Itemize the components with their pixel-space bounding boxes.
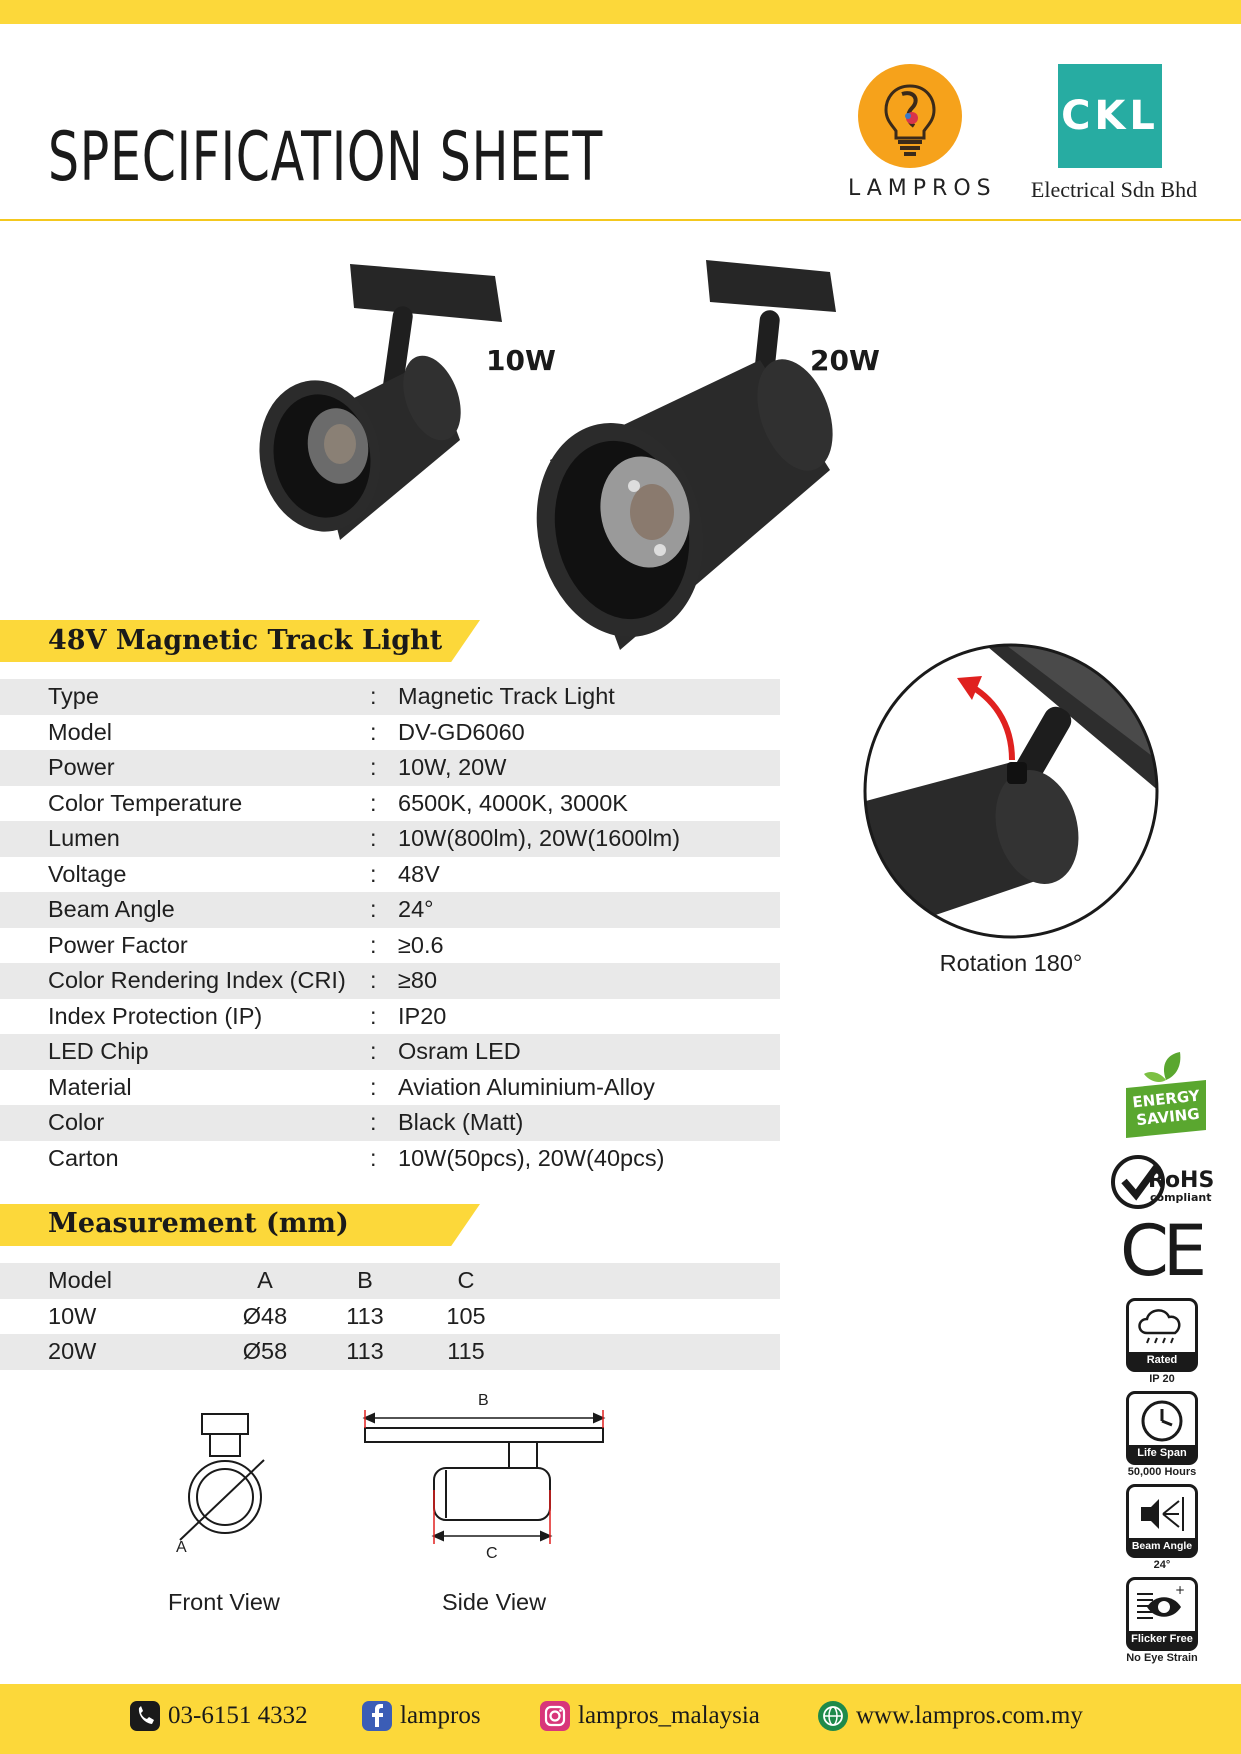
beam-angle-title: Beam Angle: [1129, 1538, 1195, 1555]
measurement-section-title: Measurement (mm): [48, 1208, 349, 1239]
table-row: [0, 1334, 780, 1370]
rohs-sub-text: compliant: [1150, 1191, 1212, 1204]
rain-cloud-icon: [1129, 1303, 1195, 1353]
page-title: SPECIFICATION SHEET: [48, 118, 604, 197]
spec-colon: :: [370, 1109, 377, 1136]
life-span-badge: [1126, 1391, 1198, 1465]
dimension-a-label: A: [176, 1539, 187, 1556]
table-header-cell: B: [357, 1267, 373, 1294]
side-view-label: Side View: [442, 1589, 547, 1615]
variant-label-20w: 20W: [810, 344, 880, 377]
spec-colon: :: [370, 1002, 377, 1029]
ip-badge-title: Rated: [1129, 1352, 1195, 1369]
bulb-icon: [858, 64, 962, 168]
spec-table: [0, 679, 780, 1176]
spec-colon: :: [370, 754, 377, 781]
spec-colon: :: [370, 931, 377, 958]
spec-label: Lumen: [48, 825, 120, 852]
ip-rating-badge: [1126, 1298, 1198, 1372]
footer-phone[interactable]: [130, 1701, 308, 1731]
rotation-caption: Rotation 180°: [939, 950, 1083, 976]
table-header-cell: C: [457, 1267, 475, 1294]
spec-colon: :: [370, 967, 377, 994]
spec-row-power-factor: [0, 928, 780, 964]
spec-value: ≥0.6: [398, 931, 444, 958]
beam-angle-icon: [1129, 1489, 1195, 1539]
ckl-company-name: Electrical Sdn Bhd: [1030, 177, 1198, 202]
footer-website[interactable]: [818, 1701, 1083, 1731]
footer-facebook[interactable]: [362, 1701, 481, 1731]
spec-colon: :: [370, 1144, 377, 1171]
spec-label: Voltage: [48, 860, 127, 887]
spec-row-carton: [0, 1141, 780, 1177]
spec-row-model: [0, 715, 780, 751]
spec-label: Color Temperature: [48, 789, 243, 816]
spec-value: DV-GD6060: [398, 718, 525, 745]
phone-number[interactable]: 03-6151 4332: [168, 1702, 308, 1729]
life-span-title: Life Span: [1129, 1445, 1195, 1462]
spec-value: 48V: [398, 860, 440, 887]
flicker-free-badge: [1126, 1577, 1198, 1651]
side-view-drawing: [365, 1414, 603, 1540]
rohs-text: RoHS: [1148, 1168, 1215, 1193]
ip-badge-sub: IP 20: [1149, 1373, 1175, 1385]
spec-label: Model: [48, 718, 113, 745]
clock-icon: [1129, 1396, 1195, 1446]
spec-row-material: [0, 1070, 780, 1106]
front-view-drawing: [180, 1414, 264, 1540]
spec-label: Carton: [48, 1144, 119, 1171]
spec-label: Type: [48, 683, 99, 710]
table-cell: 20W: [48, 1338, 97, 1365]
spec-row-power: [0, 750, 780, 786]
variant-label-10w: 10W: [486, 344, 556, 377]
spec-section-title: 48V Magnetic Track Light: [48, 625, 443, 656]
facebook-icon: [362, 1701, 392, 1731]
rotation-detail-image: [862, 642, 1160, 940]
table-cell: 105: [446, 1302, 486, 1329]
spec-colon: :: [370, 896, 377, 923]
ce-mark: CE: [1120, 1210, 1202, 1292]
table-cell: Ø48: [242, 1302, 288, 1329]
instagram-icon: [540, 1701, 570, 1731]
website-url[interactable]: www.lampros.com.my: [856, 1702, 1083, 1729]
energy-saving-text: ENERGY SAVING: [1131, 1086, 1201, 1130]
product-photo: [250, 250, 890, 650]
spec-value: Black (Matt): [398, 1109, 524, 1136]
ckl-logo: CKL: [1058, 64, 1162, 168]
lamp-20w-illustration: [517, 260, 846, 650]
spec-colon: :: [370, 825, 377, 852]
measurement-table: [0, 1263, 780, 1370]
spec-value: 24°: [398, 896, 434, 923]
spec-label: Color Rendering Index (CRI): [48, 967, 346, 994]
flicker-free-title: Flicker Free: [1129, 1631, 1195, 1648]
spec-label: LED Chip: [48, 1038, 149, 1065]
table-cell: 113: [346, 1338, 384, 1365]
spec-value: Magnetic Track Light: [398, 683, 615, 710]
spec-row-cri: [0, 963, 780, 999]
spec-value: 10W(800lm), 20W(1600lm): [398, 825, 681, 852]
dimension-b-label: B: [478, 1392, 489, 1409]
spec-value: Osram LED: [398, 1038, 521, 1065]
table-header-cell: A: [257, 1267, 273, 1294]
energy-saving-badge: [1120, 1050, 1212, 1138]
header-divider: [0, 219, 1241, 221]
phone-icon: [130, 1701, 160, 1731]
spec-row-color-temperature: [0, 786, 780, 822]
technical-drawings: [0, 1380, 700, 1620]
flicker-free-sub: No Eye Strain: [1126, 1652, 1198, 1664]
lamp-10w-illustration: [250, 264, 502, 541]
table-header-cell: Model: [48, 1267, 113, 1294]
instagram-handle[interactable]: lampros_malaysia: [578, 1702, 760, 1729]
lampros-wordmark: LAMPROS: [848, 176, 997, 201]
facebook-handle[interactable]: lampros: [400, 1702, 481, 1729]
spec-colon: :: [370, 683, 377, 710]
measurement-header-row: [0, 1263, 780, 1299]
spec-value: 6500K, 4000K, 3000K: [398, 789, 628, 816]
eye-icon: [1129, 1582, 1195, 1632]
life-span-sub: 50,000 Hours: [1127, 1466, 1197, 1478]
spec-label: Power Factor: [48, 931, 188, 958]
spec-label: Power: [48, 754, 115, 781]
lampros-logo: [858, 64, 962, 168]
rohs-badge: [1110, 1153, 1214, 1211]
footer-instagram[interactable]: [540, 1701, 760, 1731]
spec-value: IP20: [398, 1002, 447, 1029]
spec-value: ≥80: [398, 967, 438, 994]
spec-value: 10W, 20W: [398, 754, 507, 781]
spec-row-voltage: [0, 857, 780, 893]
spec-row-lumen: [0, 821, 780, 857]
spec-value: Aviation Aluminium-Alloy: [398, 1073, 655, 1100]
spec-value: 10W(50pcs), 20W(40pcs): [398, 1144, 665, 1171]
dimension-c-label: C: [486, 1545, 498, 1562]
top-accent-bar: [0, 0, 1241, 24]
spec-row-led-chip: [0, 1034, 780, 1070]
spec-label: Material: [48, 1073, 132, 1100]
spec-colon: :: [370, 860, 377, 887]
spec-colon: :: [370, 1073, 377, 1100]
beam-angle-sub: 24°: [1153, 1559, 1171, 1571]
table-cell: 113: [346, 1302, 384, 1329]
table-cell: Ø58: [242, 1338, 288, 1365]
spec-colon: :: [370, 718, 377, 745]
globe-icon: [818, 1701, 848, 1731]
spec-row-beam-angle: [0, 892, 780, 928]
table-cell: 115: [447, 1338, 485, 1365]
spec-row-ip: [0, 999, 780, 1035]
spec-colon: :: [370, 1038, 377, 1065]
spec-row-color: [0, 1105, 780, 1141]
table-cell: 10W: [48, 1302, 97, 1329]
spec-colon: :: [370, 789, 377, 816]
beam-angle-badge: [1126, 1484, 1198, 1558]
front-view-label: Front View: [168, 1589, 280, 1615]
spec-label: Beam Angle: [48, 896, 175, 923]
spec-label: Color: [48, 1109, 105, 1136]
spec-label: Index Protection (IP): [48, 1002, 263, 1029]
spec-row-type: [0, 679, 780, 715]
svg-text:+: +: [1175, 1583, 1186, 1597]
table-row: [0, 1299, 780, 1335]
